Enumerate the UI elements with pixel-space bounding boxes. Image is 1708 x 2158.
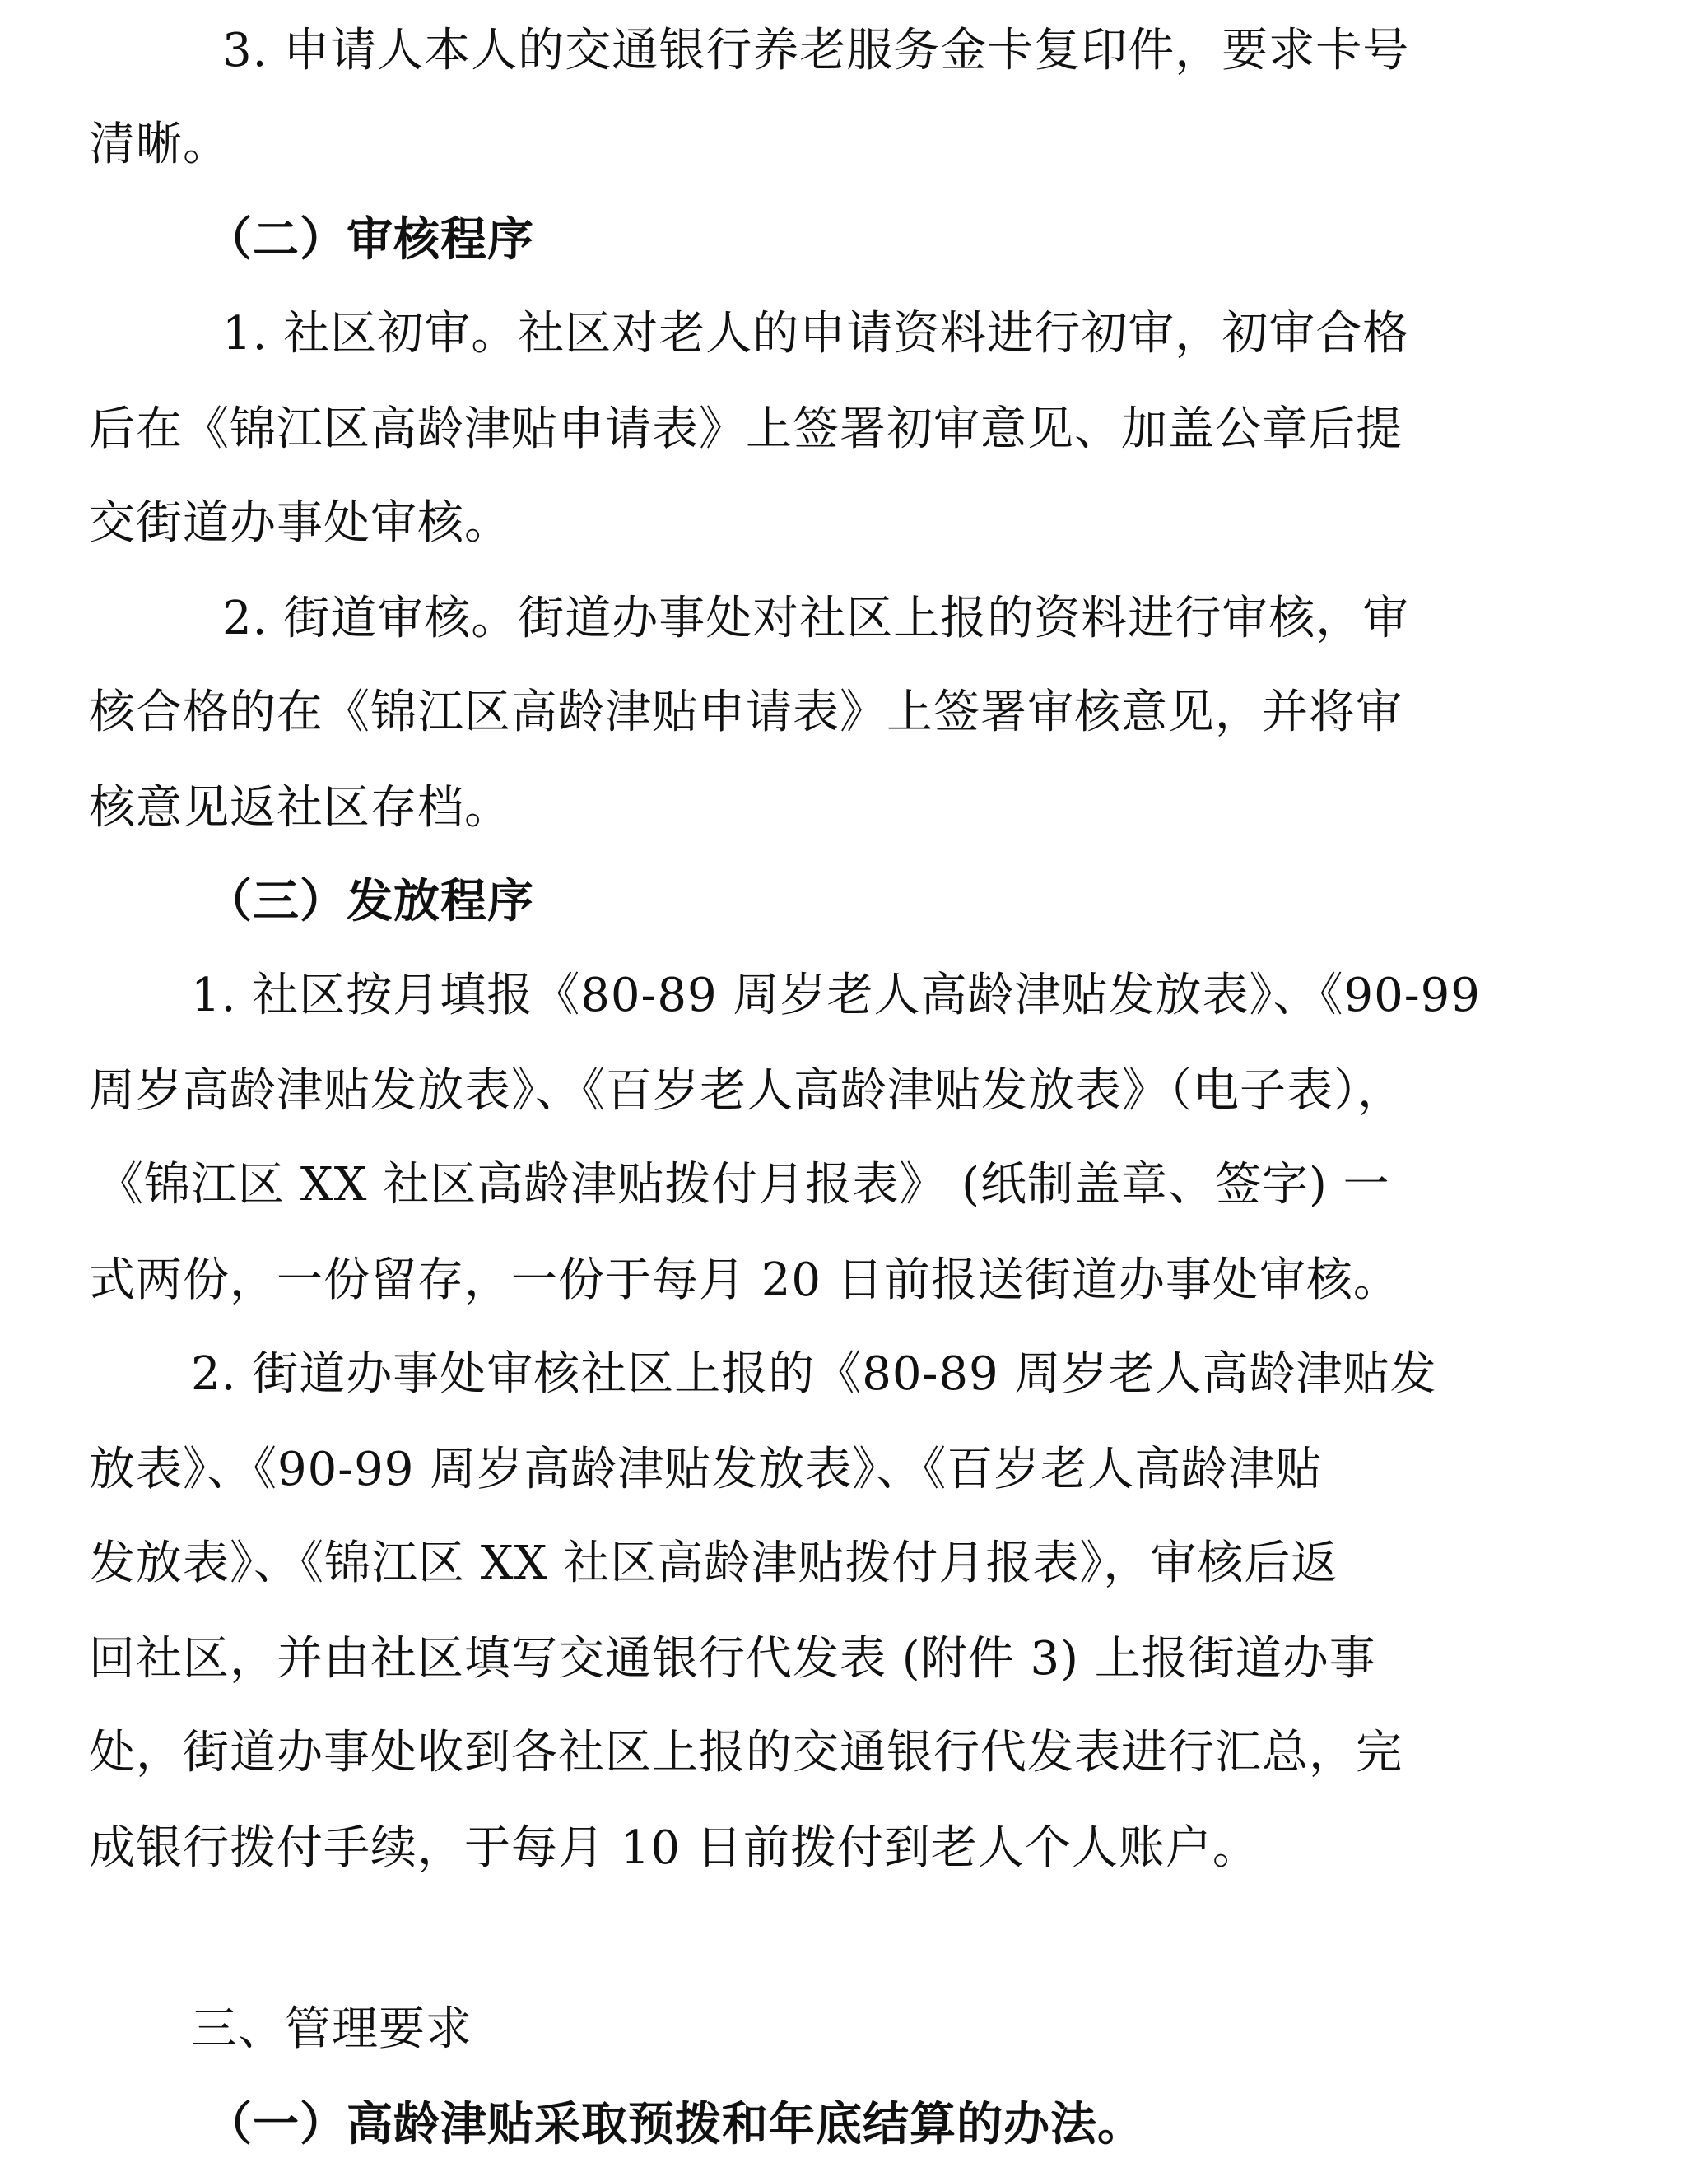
paragraph-line: 放表》、《90-99 周岁高龄津贴发放表》、《百岁老人高龄津贴 [89, 1443, 1323, 1496]
paragraph-line: 《锦江区 XX 社区高龄津贴拨付月报表》 (纸制盖章、签字) 一 [97, 1158, 1390, 1212]
paragraph-line: 3. 申请人本人的交通银行养老服务金卡复印件，要求卡号 [222, 24, 1410, 77]
subsection-heading: （一）高龄津贴采取预拨和年底结算的办法。 [206, 2098, 1144, 2151]
paragraph-line: 后在《锦江区高龄津贴申请表》上签署初审意见、加盖公章后提 [89, 402, 1403, 456]
paragraph-line: 核合格的在《锦江区高龄津贴申请表》上签署审核意见，并将审 [89, 686, 1403, 739]
paragraph-line: 交街道办事处审核。 [89, 496, 511, 550]
paragraph-line: 核意见返社区存档。 [89, 781, 511, 835]
paragraph-line: 回社区，并由社区填写交通银行代发表 (附件 3) 上报街道办事 [89, 1632, 1376, 1686]
paragraph-line: 式两份，一份留存，一份于每月 20 日前报送街道办事处审核。 [89, 1253, 1400, 1307]
section-heading: （三）发放程序 [206, 875, 534, 928]
paragraph-line: 2. 街道办事处审核社区上报的《80-89 周岁老人高龄津贴发 [191, 1347, 1437, 1401]
paragraph-line: 1. 社区初审。社区对老人的申请资料进行初审，初审合格 [222, 307, 1410, 360]
paragraph-line: 成银行拨付手续，于每月 10 日前拨付到老人个人账户。 [89, 1821, 1259, 1875]
paragraph-line: 清晰。 [89, 118, 230, 171]
paragraph-line: 发放表》、《锦江区 XX 社区高龄津贴拨付月报表》，审核后返 [89, 1537, 1338, 1590]
section-heading: （二）审核程序 [206, 213, 534, 267]
paragraph-line: 周岁高龄津贴发放表》、《百岁老人高龄津贴发放表》（电子表）， [89, 1064, 1404, 1118]
paragraph-line: 处，街道办事处收到各社区上报的交通银行代发表进行汇总，完 [89, 1726, 1403, 1779]
paragraph-line: 1. 社区按月填报《80-89 周岁老人高龄津贴发放表》、《90-99 [191, 969, 1481, 1022]
section-heading: 三、管理要求 [191, 2002, 472, 2056]
paragraph-line: 2. 街道审核。街道办事处对社区上报的资料进行审核，审 [222, 592, 1410, 645]
